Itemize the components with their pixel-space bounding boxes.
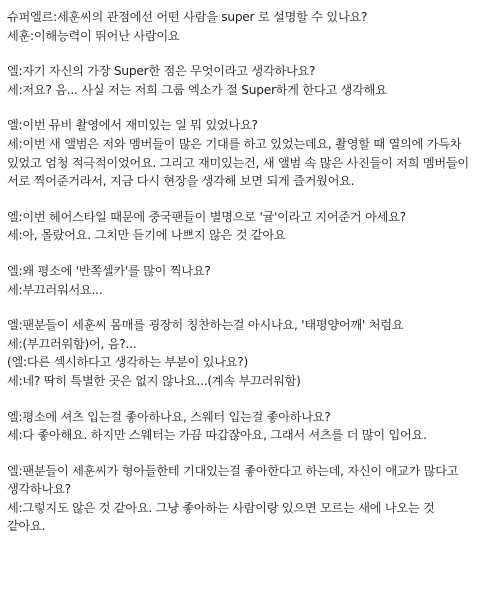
qa-block-body bbox=[7, 316, 471, 390]
answer-line: 세:네? 딱히 특별한 곳은 없지 않나요...(계속 부끄러워함) bbox=[7, 373, 301, 388]
answer-line: 세:다 좋아해요. 하지만 스웨터는 가끔 따갑잖아요, 그래서 셔츠를 더 많이 입어요. bbox=[7, 428, 427, 443]
followup-question-line: (엘:다른 섹시하다고 생각하는 부분이 있나요?) bbox=[7, 355, 248, 370]
answer-line: 세훈:이해능력이 뛰어난 사람이요 bbox=[7, 28, 180, 43]
answer-line: 세:부끄러워서요... bbox=[7, 282, 103, 297]
question-line: 슈퍼엘르:세훈씨의 관점에선 어떤 사람을 super 로 설명할 수 있나요? bbox=[7, 10, 368, 24]
question-line: 엘:평소에 셔츠 입는걸 좋아하나요, 스웨터 입는걸 좋아하나요? bbox=[7, 409, 331, 424]
qa-block-hair bbox=[7, 208, 471, 245]
question-line: 엘:자기 자신의 가장 Super한 점은 무엇이라고 생각하나요? bbox=[7, 64, 316, 79]
answer-line: 세:이번 새 앨범은 저와 멤버들이 많은 기대를 하고 있었는데요, 촬영할 때 열의에 가득차 있었고 엄청 적극적이었어요. 그리고 재미있는건, 새 앨범 속 많은 사진들이 저희 멤버들이 서로 찍어준거라서, 지금 다시 현장을 생각해 보면 되게 즐거웠어요. bbox=[7, 136, 469, 189]
qa-block-selfie bbox=[7, 262, 471, 299]
qa-block-super bbox=[7, 8, 471, 45]
answer-line: 세:그렇지도 않은 것 같아요. 그냥 좋아하는 사람이랑 있으면 모르는 새에 나오는 것 같아요. bbox=[7, 500, 435, 534]
answer-line: 세:아, 몰랐어요. 그치만 듣기에 나쁘지 않은 것 같아요 bbox=[7, 228, 286, 243]
question-line: 엘:팬분들이 세훈씨가 형아들한테 기대있는걸 좋아한다고 하는데, 자신이 애교가 많다고 생각하나요? bbox=[7, 463, 459, 497]
question-line: 엘:이번 뮤비 촬영에서 재미있는 일 뭐 있었나요? bbox=[7, 118, 258, 133]
question-line: 엘:팬분들이 세훈씨 몸매를 굉장히 칭찬하는걸 아시나요, '태평양어깨' 처럼요 bbox=[7, 318, 404, 333]
qa-block-mv bbox=[7, 116, 471, 190]
qa-block-aegyo bbox=[7, 462, 471, 536]
answer-line: 세:(부끄러워함)어, 음?... bbox=[7, 336, 137, 351]
question-line: 엘:왜 평소에 '반쪽셀카'를 많이 찍나요? bbox=[7, 263, 211, 278]
answer-line: 세:저요? 음... 사실 저는 저희 그룹 엑소가 절 Super하게 한다고 생각해요 bbox=[7, 82, 387, 97]
qa-block-self bbox=[7, 62, 471, 99]
qa-block-clothes bbox=[7, 408, 471, 445]
question-line: 엘:이번 헤어스타일 때문에 중국팬들이 별명으로 '귤'이라고 지어준거 아세요? bbox=[7, 209, 406, 224]
